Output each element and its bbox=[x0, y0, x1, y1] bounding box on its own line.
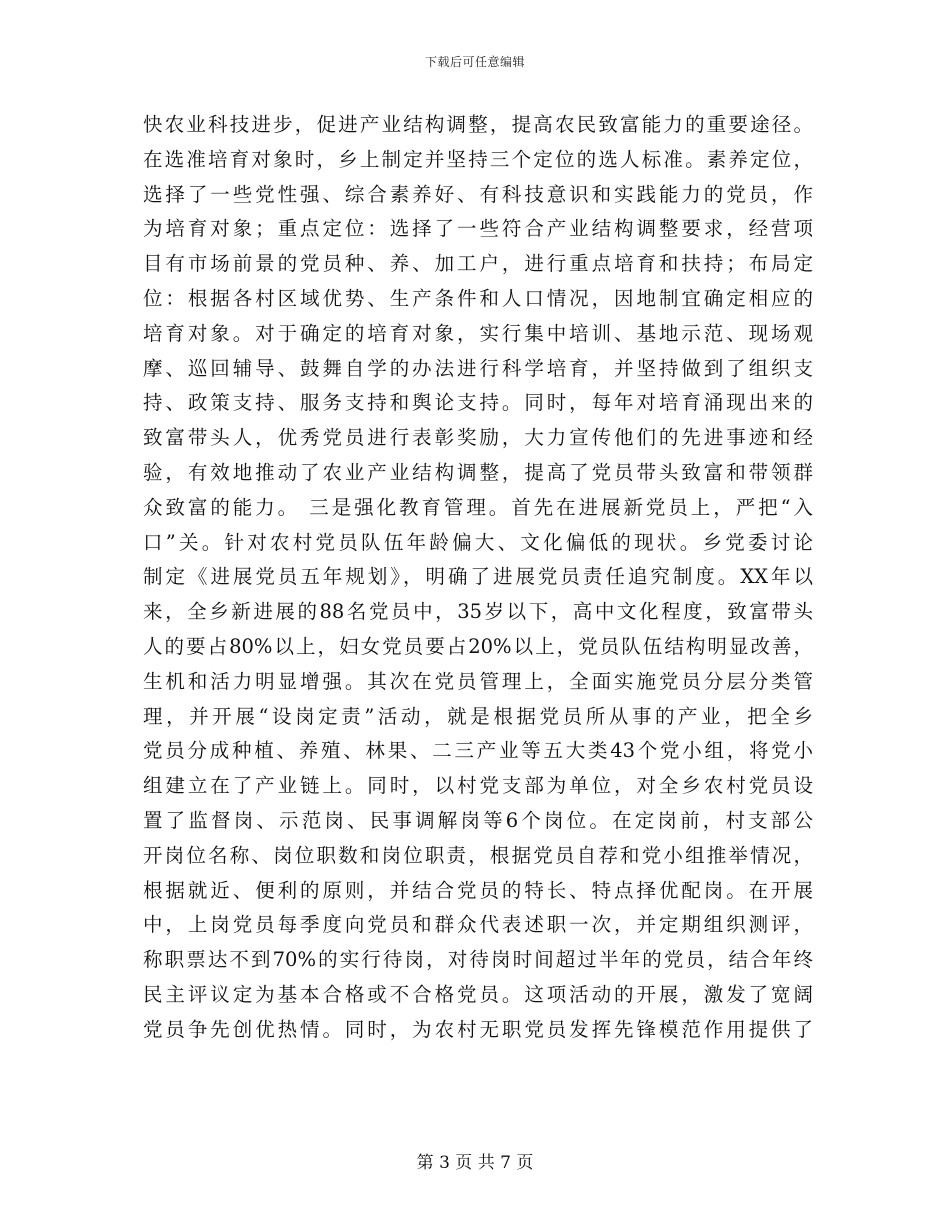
body-line: 快农业科技进步，促进产业结构调整，提高农民致富能力的重要途径。 bbox=[143, 113, 813, 136]
body-line: 称职票达不到70%的实行待岗，对待岗时间超过半年的党员，结合年终 bbox=[143, 948, 813, 972]
body-line: 选择了一些党性强、综合素养好、有科技意识和实践能力的党员，作 bbox=[143, 182, 813, 206]
page-header: 下载后可任意编辑 bbox=[424, 55, 525, 69]
body-line: 持、政策支持、服务支持和舆论支持。同时，每年对培育涌现出来的 bbox=[143, 391, 813, 415]
body-line: 验，有效地推动了农业产业结构调整，提高了党员带头致富和带领群 bbox=[143, 460, 813, 484]
body-line: 开岗位名称、岗位职数和岗位职责，根据党员自荐和党小组推举情况， bbox=[143, 843, 813, 867]
body-line: 口”关。针对农村党员队伍年龄偏大、文化偏低的现状。乡党委讨论 bbox=[143, 530, 813, 554]
body-line: 理，并开展“设岗定责”活动，就是根据党员所从事的产业，把全乡 bbox=[143, 704, 813, 728]
body-line: 置了监督岗、示范岗、民事调解岗等6个岗位。在定岗前，村支部公 bbox=[143, 808, 813, 832]
body-line: 培育对象。对于确定的培育对象，实行集中培训、基地示范、现场观 bbox=[143, 321, 813, 345]
body-line: 摩、巡回辅导、鼓舞自学的办法进行科学培育，并坚持做到了组织支 bbox=[143, 356, 813, 380]
body-line: 民主评议定为基本合格或不合格党员。这项活动的开展，激发了宽阔 bbox=[143, 982, 813, 1006]
body-line: 在选准培育对象时，乡上制定并坚持三个定位的选人标准。素养定位， bbox=[143, 147, 813, 171]
body-line: 来，全乡新进展的88名党员中，35岁以下，高中文化程度，致富带头 bbox=[143, 600, 813, 624]
page-number: 第 3 页 共 7 页 bbox=[416, 1153, 534, 1173]
body-line: 根据就近、便利的原则，并结合党员的特长、特点择优配岗。在开展 bbox=[143, 878, 813, 902]
body-line: 人的要占80%以上，妇女党员要占20%以上，党员队伍结构明显改善， bbox=[143, 634, 813, 658]
body-line: 组建立在了产业链上。同时，以村党支部为单位，对全乡农村党员设 bbox=[143, 774, 813, 798]
body-line: 位：根据各村区域优势、生产条件和人口情况，因地制宜确定相应的 bbox=[143, 286, 813, 310]
body-line: 致富带头人，优秀党员进行表彰奖励，大力宣传他们的先进事迹和经 bbox=[143, 426, 813, 450]
body-line: 制定《进展党员五年规划》，明确了进展党员责任追究制度。XX年以 bbox=[143, 565, 813, 589]
body-line: 目有市场前景的党员种、养、加工户，进行重点培育和扶持；布局定 bbox=[143, 252, 813, 276]
document-body bbox=[143, 108, 813, 1048]
body-line: 生机和活力明显增强。其次在党员管理上，全面实施党员分层分类管 bbox=[143, 669, 813, 693]
body-line: 党员争先创优热情。同时，为农村无职党员发挥先锋模范作用提供了 bbox=[143, 1017, 813, 1041]
body-line: 中，上岗党员每季度向党员和群众代表述职一次，并定期组织测评， bbox=[143, 913, 813, 937]
body-line: 党员分成种植、养殖、林果、二三产业等五大类43个党小组，将党小 bbox=[143, 739, 813, 763]
body-line: 众致富的能力。 三是强化教育管理。首先在进展新党员上，严把“入 bbox=[143, 495, 813, 519]
body-line: 为培育对象；重点定位：选择了一些符合产业结构调整要求，经营项 bbox=[143, 217, 813, 241]
